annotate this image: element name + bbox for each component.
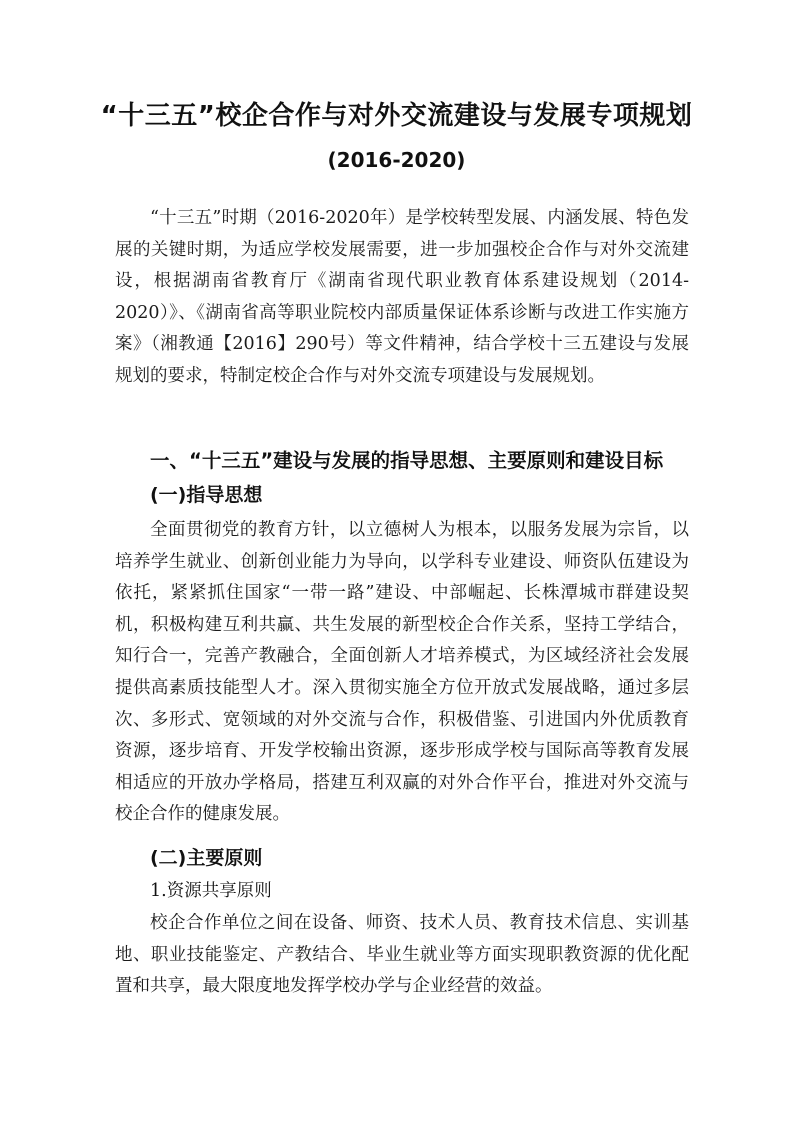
section-heading: 一、“十三五”建设与发展的指导思想、主要原则和建设目标: [150, 449, 664, 472]
document-subtitle: (2016-2020): [327, 148, 466, 172]
subsection-heading-main-principles: (二)主要原则: [150, 847, 263, 869]
intro-paragraph: “十三五”时期（2016-2020年）是学校转型发展、内涵发展、特色发展的关键时期，为适应学校发展需要，进一步加强校企合作与对外交流建设，根据湖南省教育厅《湖南省现代职业教育体系建设规划（2014-2020）》、《湖南省高等职业院校内部质量保证体系诊断与改进工作实施方案》（湘教通【2016】290号）等文件精神，结合学校十三五建设与发展规划的要求，特制定校企合作与对外交流专项建设与发展规划。: [115, 208, 689, 386]
guiding-ideology-paragraph: 全面贯彻党的教育方针，以立德树人为根本，以服务发展为宗旨，以培养学生就业、创新创业能力为导向，以学科专业建设、师资队伍建设为依托，紧紧抓住国家“一带一路”建设、中部崛起、长株潭城市群建设契机，积极构建互利共赢、共生发展的新型校企合作关系，坚持工学结合，知行合一，完善产教融合，全面创新人才培养模式，为区域经济社会发展提供高素质技能型人才。深入贯彻实施全方位开放式发展战略，通过多层次、多形式、宽领域的对外交流与合作，积极借鉴、引进国内外优质教育资源，逐步培育、开发学校输出资源，逐步形成学校与国际高等教育发展相适应的开放办学格局，搭建互利双赢的对外合作平台，推进对外交流与校企合作的健康发展。: [115, 520, 689, 825]
subsection-heading-guiding-ideology: (一)指导思想: [150, 484, 263, 506]
principle-item-heading: 1.资源共享原则: [150, 881, 272, 901]
document-title: “十三五”校企合作与对外交流建设与发展专项规划: [100, 101, 693, 131]
resource-sharing-paragraph: 校企合作单位之间在设备、师资、技术人员、教育技术信息、实训基地、职业技能鉴定、产教结合、毕业生就业等方面实现职教资源的优化配置和共享，最大限度地发挥学校办学与企业经营的效益。: [115, 913, 689, 997]
